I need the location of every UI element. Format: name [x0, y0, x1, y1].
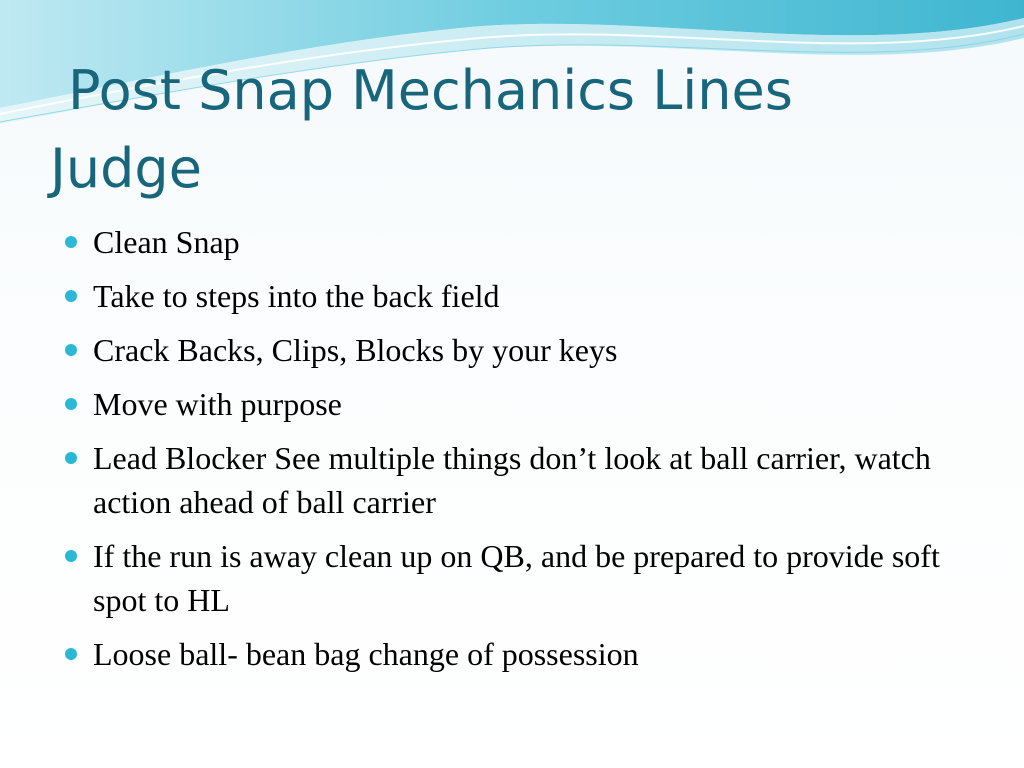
- bullet-text: Move with purpose: [93, 386, 342, 422]
- bullet-item: [62, 274, 982, 318]
- bullet-dot-icon: [65, 290, 77, 302]
- bullet-dot-icon: [65, 236, 77, 248]
- bullet-text: Loose ball- bean bag change of possession: [93, 636, 639, 672]
- bullet-item: [62, 534, 982, 622]
- bullet-list: [62, 220, 982, 686]
- bullet-dot-icon: [65, 452, 77, 464]
- bullet-text: Crack Backs, Clips, Blocks by your keys: [93, 332, 618, 368]
- bullet-dot-icon: [65, 398, 77, 410]
- bullet-item: [62, 220, 982, 264]
- bullet-dot-icon: [65, 648, 77, 660]
- bullet-item: [62, 632, 982, 676]
- slide-title: Post Snap Mechanics Lines Judge: [50, 59, 793, 200]
- bullet-text: Lead Blocker See multiple things don’t look at ball carrier, watch action ahead of ball carrier: [93, 440, 931, 520]
- bullet-item: [62, 382, 982, 426]
- bullet-item: [62, 328, 982, 372]
- bullet-text: If the run is away clean up on QB, and be prepared to provide soft spot to HL: [93, 538, 940, 618]
- bullet-text: Clean Snap: [93, 224, 240, 260]
- bullet-dot-icon: [65, 344, 77, 356]
- bullet-item: [62, 436, 982, 524]
- bullet-text: Take to steps into the back field: [93, 278, 500, 314]
- bullet-dot-icon: [65, 550, 77, 562]
